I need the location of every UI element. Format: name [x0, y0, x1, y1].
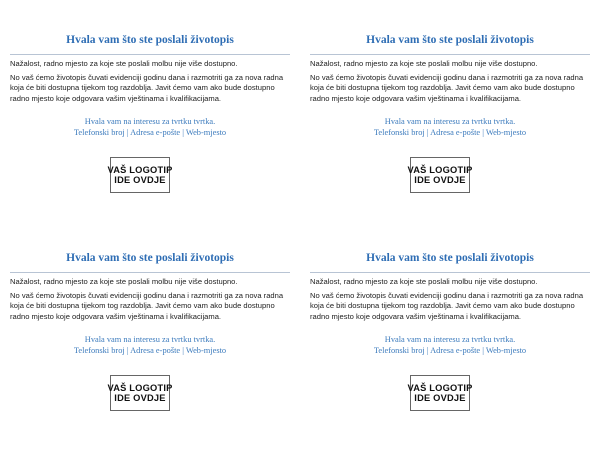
footer-contact: Telefonski broj | Adresa e-pošte | Web-mjesto	[373, 345, 527, 355]
logo-text-line-2: IDE OVDJE	[414, 393, 466, 403]
title-divider	[310, 54, 590, 55]
card-footer	[310, 335, 590, 356]
footer-contact: Telefonski broj | Adresa e-pošte | Web-mjesto	[373, 127, 527, 137]
card-footer	[310, 117, 590, 138]
card-title: Hvala vam što ste poslali životopis	[66, 34, 234, 46]
card-paragraph-1: Nažalost, radno mjesto za koje ste poslali molbu nije više dostupno.	[10, 59, 238, 68]
title-divider	[10, 272, 290, 273]
title-divider	[310, 272, 590, 273]
card-title: Hvala vam što ste poslali životopis	[366, 34, 534, 46]
card-paragraph-1: Nažalost, radno mjesto za koje ste poslali molbu nije više dostupno.	[10, 277, 238, 286]
logo-text-line-1: VAŠ LOGOTIP	[107, 382, 173, 393]
logo-text-line-1: VAŠ LOGOTIP	[407, 382, 473, 393]
card-paragraph-2: No vaš ćemo životopis čuvati evidenciji godinu dana i razmotriti ga za nova radna koja će biti dostupna tijekom tog razdoblja. Javit ćemo vam ako bude dostupno radno mjesto koje odgovara vašim vještinama i kvalifikacijama.	[310, 72, 584, 103]
card-paragraph-1: Nažalost, radno mjesto za koje ste poslali molbu nije više dostupno.	[310, 277, 538, 286]
card-footer	[10, 117, 290, 138]
title-divider	[10, 54, 290, 55]
footer-thanks: Hvala vam na interesu za tvrtku tvrtka.	[84, 117, 216, 126]
logo-text-line-2: IDE OVDJE	[114, 393, 166, 403]
card-title: Hvala vam što ste poslali životopis	[366, 252, 534, 264]
card-footer	[10, 335, 290, 356]
postcard-top-right	[310, 30, 590, 230]
logo-placeholder	[407, 157, 473, 193]
logo-placeholder	[107, 157, 173, 193]
footer-thanks: Hvala vam na interesu za tvrtku tvrtka.	[84, 335, 216, 344]
logo-text-line-2: IDE OVDJE	[414, 175, 466, 185]
footer-thanks: Hvala vam na interesu za tvrtku tvrtka.	[384, 117, 516, 126]
card-paragraph-1: Nažalost, radno mjesto za koje ste poslali molbu nije više dostupno.	[310, 59, 538, 68]
postcard-top-left	[10, 30, 290, 230]
footer-contact: Telefonski broj | Adresa e-pošte | Web-mjesto	[73, 345, 227, 355]
card-paragraph-2: No vaš ćemo životopis čuvati evidenciji godinu dana i razmotriti ga za nova radna koja će biti dostupna tijekom tog razdoblja. Javit ćemo vam ako bude dostupno radno mjesto koje odgovara vašim vještinama i kvalifikacijama.	[10, 290, 284, 321]
card-paragraph-2: No vaš ćemo životopis čuvati evidenciji godinu dana i razmotriti ga za nova radna koja će biti dostupna tijekom tog razdoblja. Javit ćemo vam ako bude dostupno radno mjesto koje odgovara vašim vještinama i kvalifikacijama.	[310, 290, 584, 321]
postcard-bottom-left	[10, 248, 290, 448]
card-title: Hvala vam što ste poslali životopis	[66, 252, 234, 264]
card-paragraph-2: No vaš ćemo životopis čuvati evidenciji godinu dana i razmotriti ga za nova radna koja će biti dostupna tijekom tog razdoblja. Javit ćemo vam ako bude dostupno radno mjesto koje odgovara vašim vještinama i kvalifikacijama.	[10, 72, 284, 103]
logo-placeholder	[407, 375, 473, 411]
logo-text-line-2: IDE OVDJE	[114, 175, 166, 185]
logo-text-line-1: VAŠ LOGOTIP	[407, 164, 473, 175]
logo-text-line-1: VAŠ LOGOTIP	[107, 164, 173, 175]
postcard-bottom-right	[310, 248, 590, 448]
logo-placeholder	[107, 375, 173, 411]
footer-thanks: Hvala vam na interesu za tvrtku tvrtka.	[384, 335, 516, 344]
footer-contact: Telefonski broj | Adresa e-pošte | Web-mjesto	[73, 127, 227, 137]
